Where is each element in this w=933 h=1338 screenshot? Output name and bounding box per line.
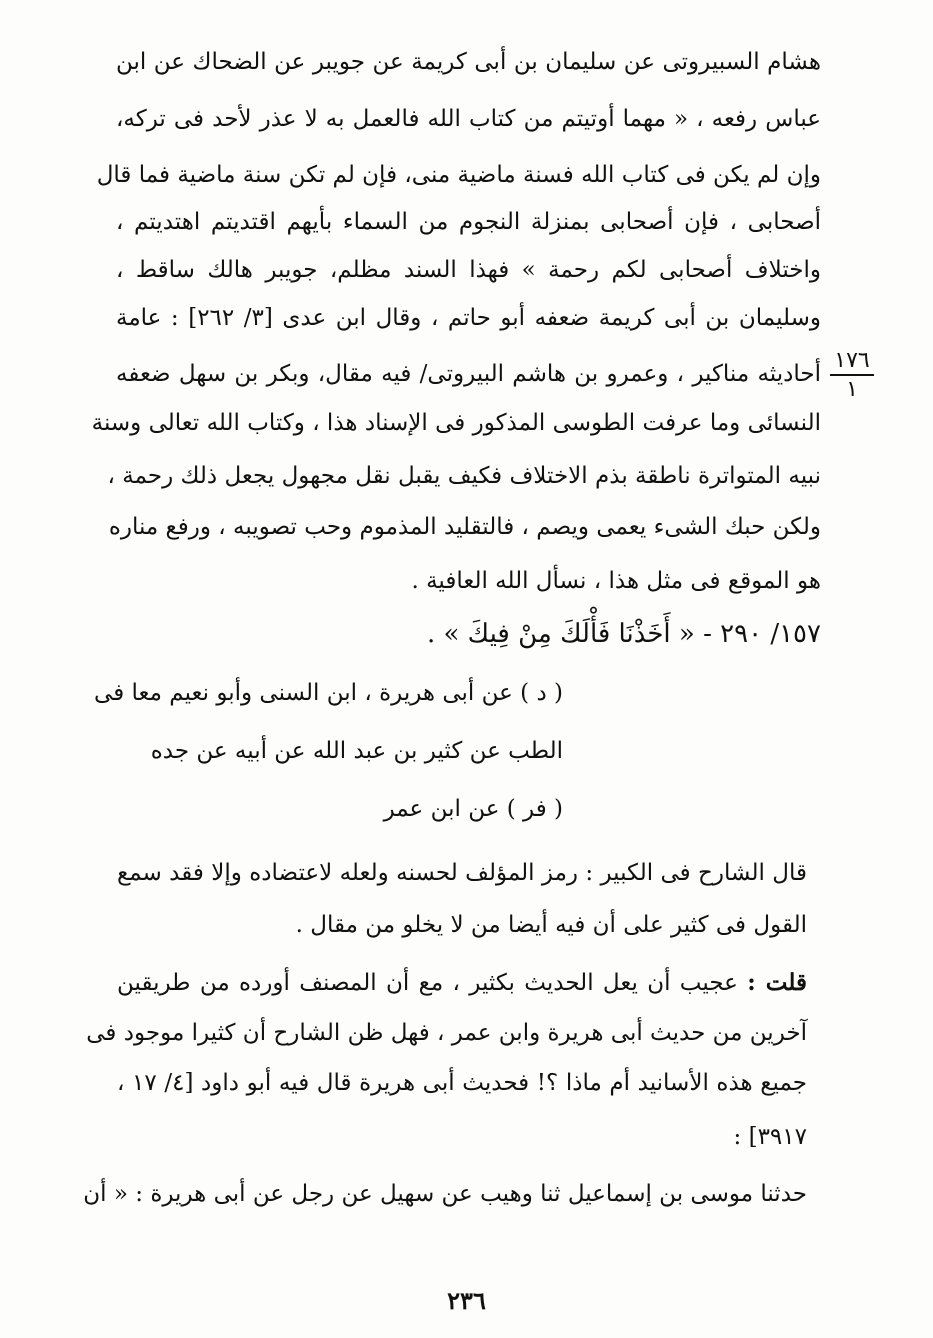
hadith-heading: ١٥٧/ ٢٩٠ - « أَخَذْنَا فَأْلَكَ مِنْ فِيكَ » . (426, 619, 821, 649)
body-line-1: هشام السبيروتى عن سليمان بن أبى كريمة عن جويبر عن الضحاك عن ابن (116, 49, 821, 75)
qult-line-1 (117, 963, 807, 1003)
source-line-2: الطب عن كثير بن عبد الله عن أبيه عن جده (150, 738, 563, 764)
body-line-2: عباس رفعه ، « مهما أوتيتم من كتاب الله فالعمل به لا عذر لأحد فى تركه، (116, 106, 821, 132)
body-line-4: أصحابى ، فإن أصحابى بمنزلة النجوم من السماء بأيهم اقتديتم اهتديتم ، (116, 209, 821, 235)
margin-reference (830, 348, 874, 404)
body-line-8: النسائى وما عرفت الطوسى المذكور فى الإسناد هذا ، وكتاب الله تعالى وسنة (91, 410, 821, 436)
commentary-line-2: القول فى كثير على أن فيه أيضا من لا يخلو من مقال . (295, 912, 807, 938)
body-line-11: هو الموقع فى مثل هذا ، نسأل الله العافية . (411, 568, 821, 594)
body-line-7: أحاديثه مناكير ، وعمرو بن هاشم البيروتى/ فيه مقال، وبكر بن سهل ضعفه (116, 361, 821, 387)
qult-line-4: ٣٩١٧] : (733, 1124, 807, 1150)
body-line-9: نبيه المتواترة ناطقة بذم الاختلاف فكيف يقبل نقل مجهول يجعل ذلك رحمة ، (107, 463, 821, 489)
qult-line-2: آخرين من حديث أبى هريرة وابن عمر ، فهل ظن الشارح أن كثيرا موجود فى (86, 1020, 807, 1046)
qult-line-3: جميع هذه الأسانيد أم ماذا ؟! فحديث أبى هريرة قال فيه أبو داود [٤/ ١٧ ، (117, 1070, 807, 1096)
margin-reference-sub: ١ (846, 377, 858, 402)
commentary-line-1: قال الشارح فى الكبير : رمز المؤلف لحسنه ولعله لاعتضاده وإلا فقد سمع (117, 860, 807, 886)
body-line-10: ولكن حبك الشىء يعمى ويصم ، فالتقليد المذموم وحب تصويبه ، ورفع مناره (108, 514, 821, 540)
qult-line-1-text: عجيب أن يعل الحديث بكثير ، مع أن المصنف أورده من طريقين (117, 970, 748, 996)
body-line-6: وسليمان بن أبى كريمة ضعفه أبو حاتم ، وقال ابن عدى [٣/ ٢٦٢] : عامة (116, 305, 822, 331)
source-line-3: ( فر ) عن ابن عمر (383, 796, 563, 822)
body-line-3: وإن لم يكن فى كتاب الله فسنة ماضية منى، فإن لم تكن سنة ماضية فما قال (96, 162, 821, 188)
page-number: ٢٣٦ (447, 1286, 486, 1315)
source-line-1: ( د ) عن أبى هريرة ، ابن السنى وأبو نعيم معا فى (94, 680, 563, 706)
final-line: حدثنا موسى بن إسماعيل ثنا وهيب عن سهيل عن رجل عن أبى هريرة : « أن (83, 1181, 807, 1207)
body-line-5: واختلاف أصحابى لكم رحمة » فهذا السند مظلم، جويبر هالك ساقط ، (116, 257, 821, 283)
margin-reference-number: ١٧٦ (830, 348, 874, 376)
qult-lead-word: قلت : (747, 969, 807, 996)
